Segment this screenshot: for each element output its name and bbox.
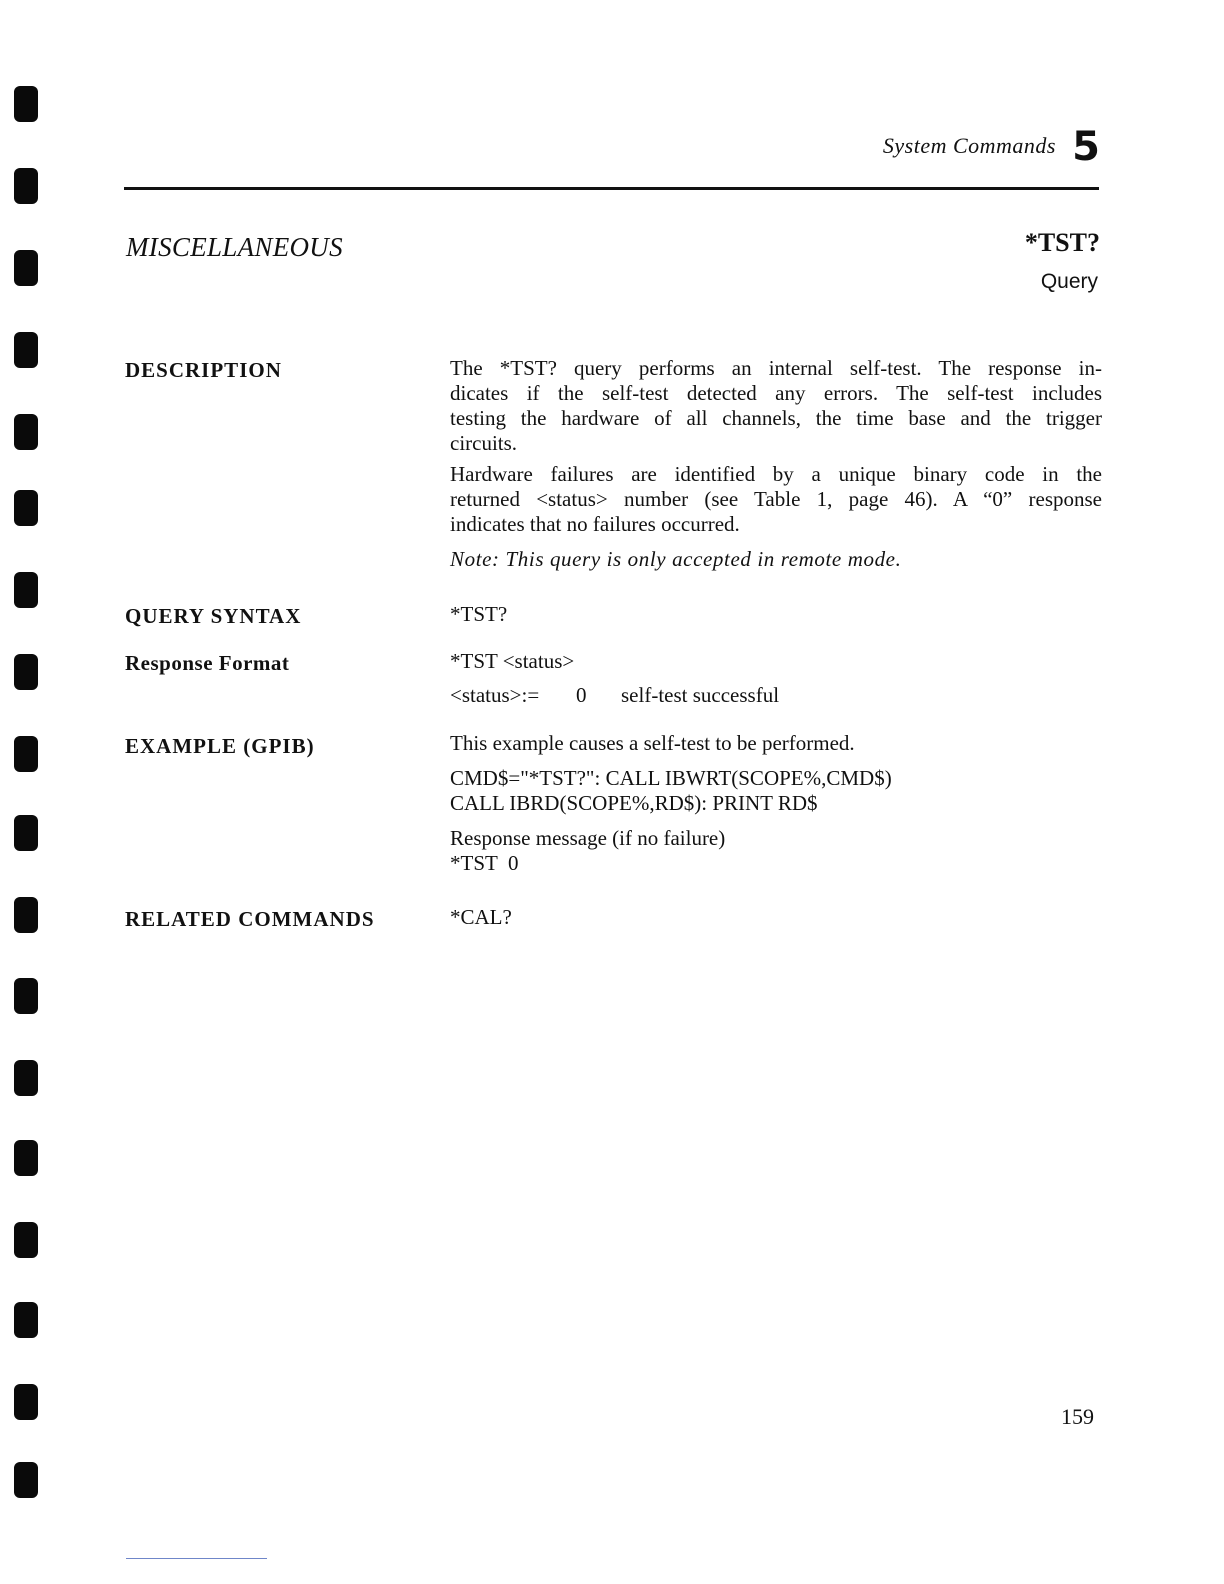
- binder-hole: [14, 1060, 38, 1096]
- binder-hole: [14, 815, 38, 851]
- binder-hole: [14, 897, 38, 933]
- response-format-value: *TST <status>: [450, 649, 575, 673]
- text-line: circuits.: [450, 431, 518, 455]
- description-label: DESCRIPTION: [125, 358, 282, 382]
- text-line: Hardware failures are identified by a unique binary code in the: [450, 462, 1102, 486]
- code-line: CMD$="*TST?": CALL IBWRT(SCOPE%,CMD$): [450, 766, 892, 790]
- binder-hole: [14, 1222, 38, 1258]
- page-number: 159: [1061, 1404, 1094, 1429]
- text-line: The *TST? query performs an internal self-test. The response in-: [450, 356, 1102, 380]
- remote-mode-note: Note: This query is only accepted in remote mode.: [450, 547, 902, 571]
- query-syntax-value: *TST?: [450, 602, 508, 626]
- response-label: Response message (if no failure): [450, 826, 726, 850]
- status-value: 0: [576, 683, 587, 707]
- text-line: indicates that no failures occurred.: [450, 512, 740, 536]
- text-line: dicates if the self-test detected any errors. The self-test includes: [450, 381, 1102, 405]
- binder-hole: [14, 1384, 38, 1420]
- binder-hole: [14, 978, 38, 1014]
- example-response: [450, 826, 1102, 876]
- binder-hole: [14, 490, 38, 526]
- binder-hole: [14, 736, 38, 772]
- section-title: MISCELLANEOUS: [126, 232, 343, 262]
- command-type: Query: [1040, 270, 1098, 293]
- status-description: self-test successful: [621, 683, 780, 707]
- status-label: <status>:=: [450, 683, 540, 707]
- description-paragraph-1: [450, 356, 1102, 456]
- related-commands-value: *CAL?: [450, 905, 512, 929]
- footer-line: [126, 1558, 267, 1559]
- query-syntax-label: QUERY SYNTAX: [125, 604, 302, 628]
- binder-hole: [14, 572, 38, 608]
- chapter-title: System Commands: [882, 133, 1056, 158]
- example-label: EXAMPLE (GPIB): [125, 734, 315, 758]
- binder-hole: [14, 654, 38, 690]
- binder-hole: [14, 86, 38, 122]
- example-intro: This example causes a self-test to be performed.: [450, 731, 855, 755]
- binder-hole: [14, 332, 38, 368]
- command-name: *TST?: [1024, 228, 1100, 257]
- text-line: testing the hardware of all channels, the time base and the trigger: [450, 406, 1102, 430]
- binder-hole: [14, 1140, 38, 1176]
- response-format-label: Response Format: [125, 651, 290, 675]
- binder-hole: [14, 250, 38, 286]
- status-definition: [450, 683, 1102, 708]
- binder-hole: [14, 1462, 38, 1498]
- binder-hole: [14, 168, 38, 204]
- related-commands-label: RELATED COMMANDS: [125, 907, 375, 931]
- binder-hole: [14, 1302, 38, 1338]
- response-value: *TST 0: [450, 851, 519, 875]
- example-code: [450, 766, 1102, 816]
- binder-hole: [14, 414, 38, 450]
- text-line: returned <status> number (see Table 1, page 46). A “0” response: [450, 487, 1102, 511]
- description-paragraph-2: [450, 462, 1102, 537]
- code-line: CALL IBRD(SCOPE%,RD$): PRINT RD$: [450, 791, 818, 815]
- chapter-number: 5: [1072, 124, 1100, 170]
- header-rule: [124, 187, 1099, 190]
